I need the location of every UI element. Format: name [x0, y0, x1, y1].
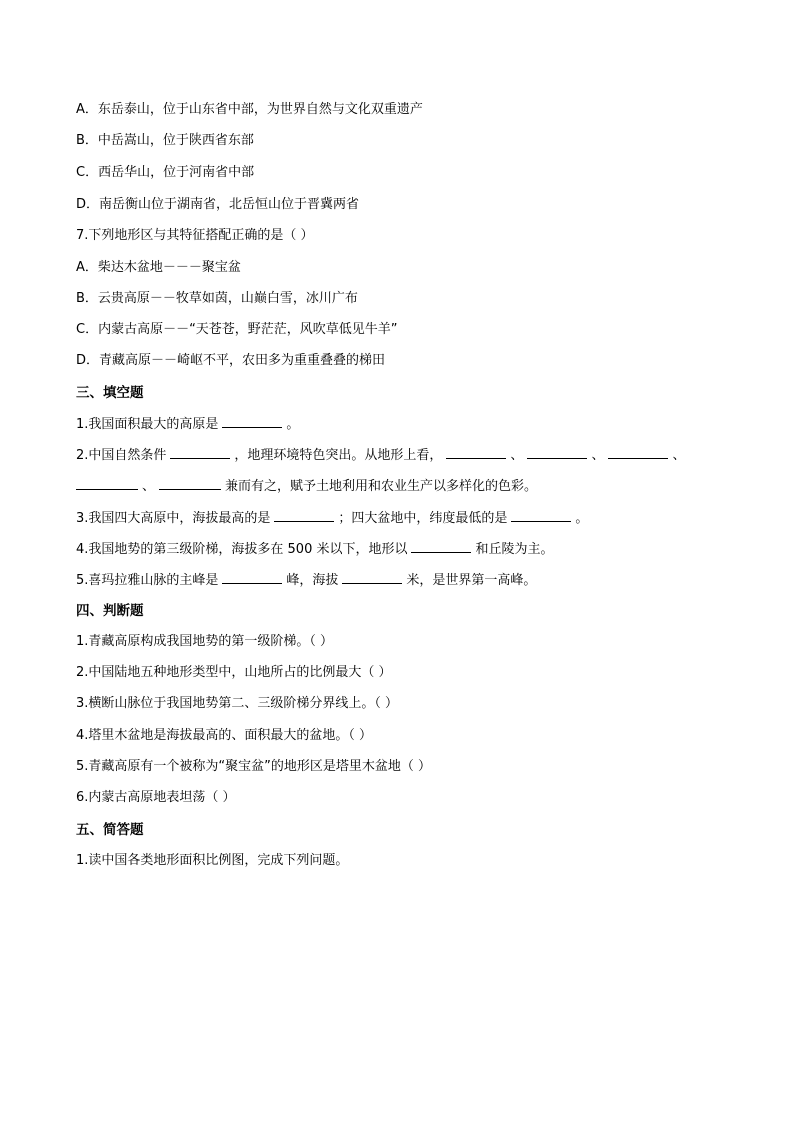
answer-blank[interactable] — [527, 446, 587, 459]
q7-option-b: B．云贵高原－－牧草如茵，山巅白雪，冰川广布 — [76, 291, 358, 306]
judge-item-2: 2.中国陆地五种地形类型中，山地所占的比例最大（ ） — [76, 665, 392, 680]
judge-item-1: 1.青藏高原构成我国地势的第一级阶梯。（ ） — [76, 634, 334, 649]
q6-option-c: C．西岳华山，位于河南省中部 — [76, 165, 255, 180]
judge-item-4: 4.塔里木盆地是海拔最高的、面积最大的盆地。（ ） — [76, 728, 373, 743]
q7-option-d: D．青藏高原－－崎岖不平，农田多为重重叠叠的梯田 — [76, 353, 386, 368]
answer-blank[interactable] — [159, 477, 221, 490]
section-judge-heading: 四、判断题 — [76, 603, 144, 619]
judge-item-6: 6.内蒙古高原地表坦荡（ ） — [76, 790, 236, 805]
q7-stem: 7.下列地形区与其特征搭配正确的是（ ） — [76, 228, 314, 243]
answer-blank[interactable] — [446, 446, 506, 459]
judge-item-5: 5.青藏高原有一个被称为“聚宝盆”的地形区是塔里木盆地（ ） — [76, 759, 432, 774]
answer-blank[interactable] — [511, 509, 571, 522]
answer-blank[interactable] — [608, 446, 668, 459]
answer-blank[interactable] — [170, 446, 230, 459]
fill-question-3: 3.我国四大高原中，海拔最高的是 ；四大盆地中，纬度最低的是 。 — [76, 511, 589, 526]
fill-question-4: 4.我国地势的第三级阶梯，海拔多在 500 米以下，地形以 和丘陵为主。 — [76, 542, 554, 557]
judge-item-3: 3.横断山脉位于我国地势第二、三级阶梯分界线上。（ ） — [76, 696, 399, 711]
answer-blank[interactable] — [222, 415, 282, 428]
fill-question-1: 1.我国面积最大的高原是 。 — [76, 417, 300, 432]
section-short-answer-heading: 五、简答题 — [76, 822, 144, 838]
answer-blank[interactable] — [342, 571, 402, 584]
q7-option-a: A．柴达木盆地－－－聚宝盆 — [76, 260, 241, 275]
answer-blank[interactable] — [222, 571, 282, 584]
q7-option-c: C．内蒙古高原－－“天苍苍，野茫茫，风吹草低见牛羊” — [76, 322, 398, 337]
q6-option-d: D．南岳衡山位于湖南省，北岳恒山位于晋冀两省 — [76, 197, 360, 212]
q6-option-b: B．中岳嵩山，位于陕西省东部 — [76, 133, 254, 148]
section-fill-heading: 三、填空题 — [76, 385, 144, 401]
answer-blank[interactable] — [411, 540, 471, 553]
short-answer-question-1: 1.读中国各类地形面积比例图，完成下列问题。 — [76, 853, 349, 868]
q6-option-a: A．东岳泰山，位于山东省中部，为世界自然与文化双重遗产 — [76, 102, 423, 117]
answer-blank[interactable] — [274, 509, 334, 522]
answer-blank[interactable] — [76, 477, 138, 490]
fill-question-5: 5.喜玛拉雅山脉的主峰是 峰，海拔 米，是世界第一高峰。 — [76, 573, 537, 588]
fill-question-2-line-1: 2.中国自然条件 ，地理环境特色突出。从地形上看， 、 、 、 — [76, 448, 686, 463]
fill-question-2-line-2: 、 兼而有之，赋予土地利用和农业生产以多样化的色彩。 — [76, 477, 736, 496]
